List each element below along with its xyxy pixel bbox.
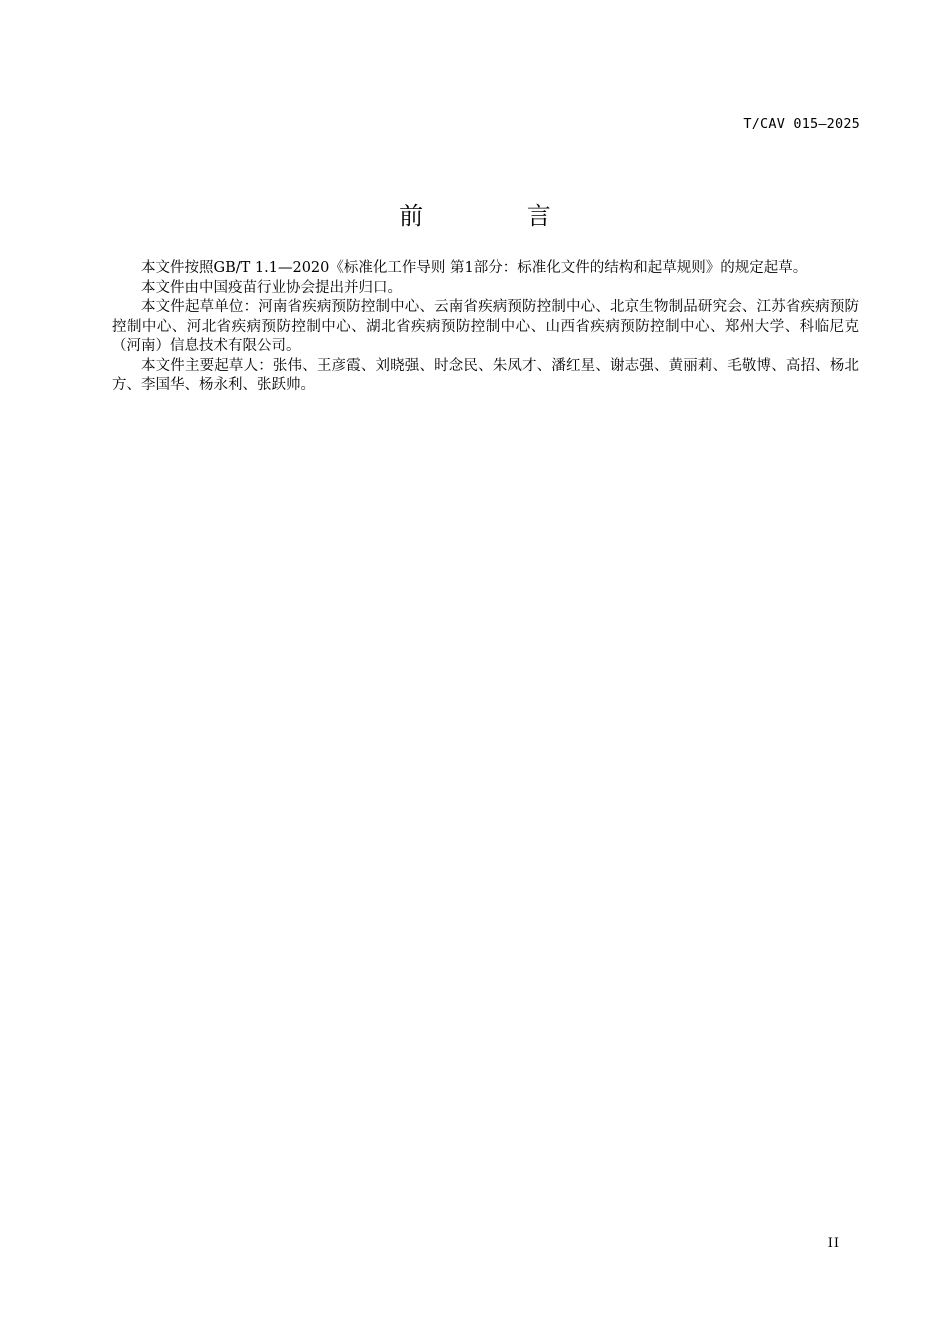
paragraph-drafting-units: 本文件起草单位：河南省疾病预防控制中心、云南省疾病预防控制中心、北京生物制品研究会、江苏省疾病预防控制中心、河北省疾病预防控制中心、湖北省疾病预防控制中心、山西省疾病预防控制中心、郑州大学、科临尼克（河南）信息技术有限公司。 (112, 299, 859, 354)
page-title: 前 言 (399, 202, 599, 230)
paragraph-drafters: 本文件主要起草人：张伟、王彦霞、刘晓强、时念民、朱凤才、潘红星、谢志强、黄丽莉、毛敬博、高招、杨北方、李国华、杨永利、张跃帅。 (112, 357, 859, 393)
foreword-body (112, 259, 859, 396)
standard-code: T/CAV 015—2025 (743, 116, 860, 132)
paragraph-drafting-rules: 本文件按照GB/T 1.1—2020《标准化工作导则 第1部分：标准化文件的结构和起草规则》的规定起草。 (141, 260, 808, 276)
page-number: II (827, 1236, 840, 1251)
paragraph-proposer: 本文件由中国疫苗行业协会提出并归口。 (141, 279, 402, 296)
